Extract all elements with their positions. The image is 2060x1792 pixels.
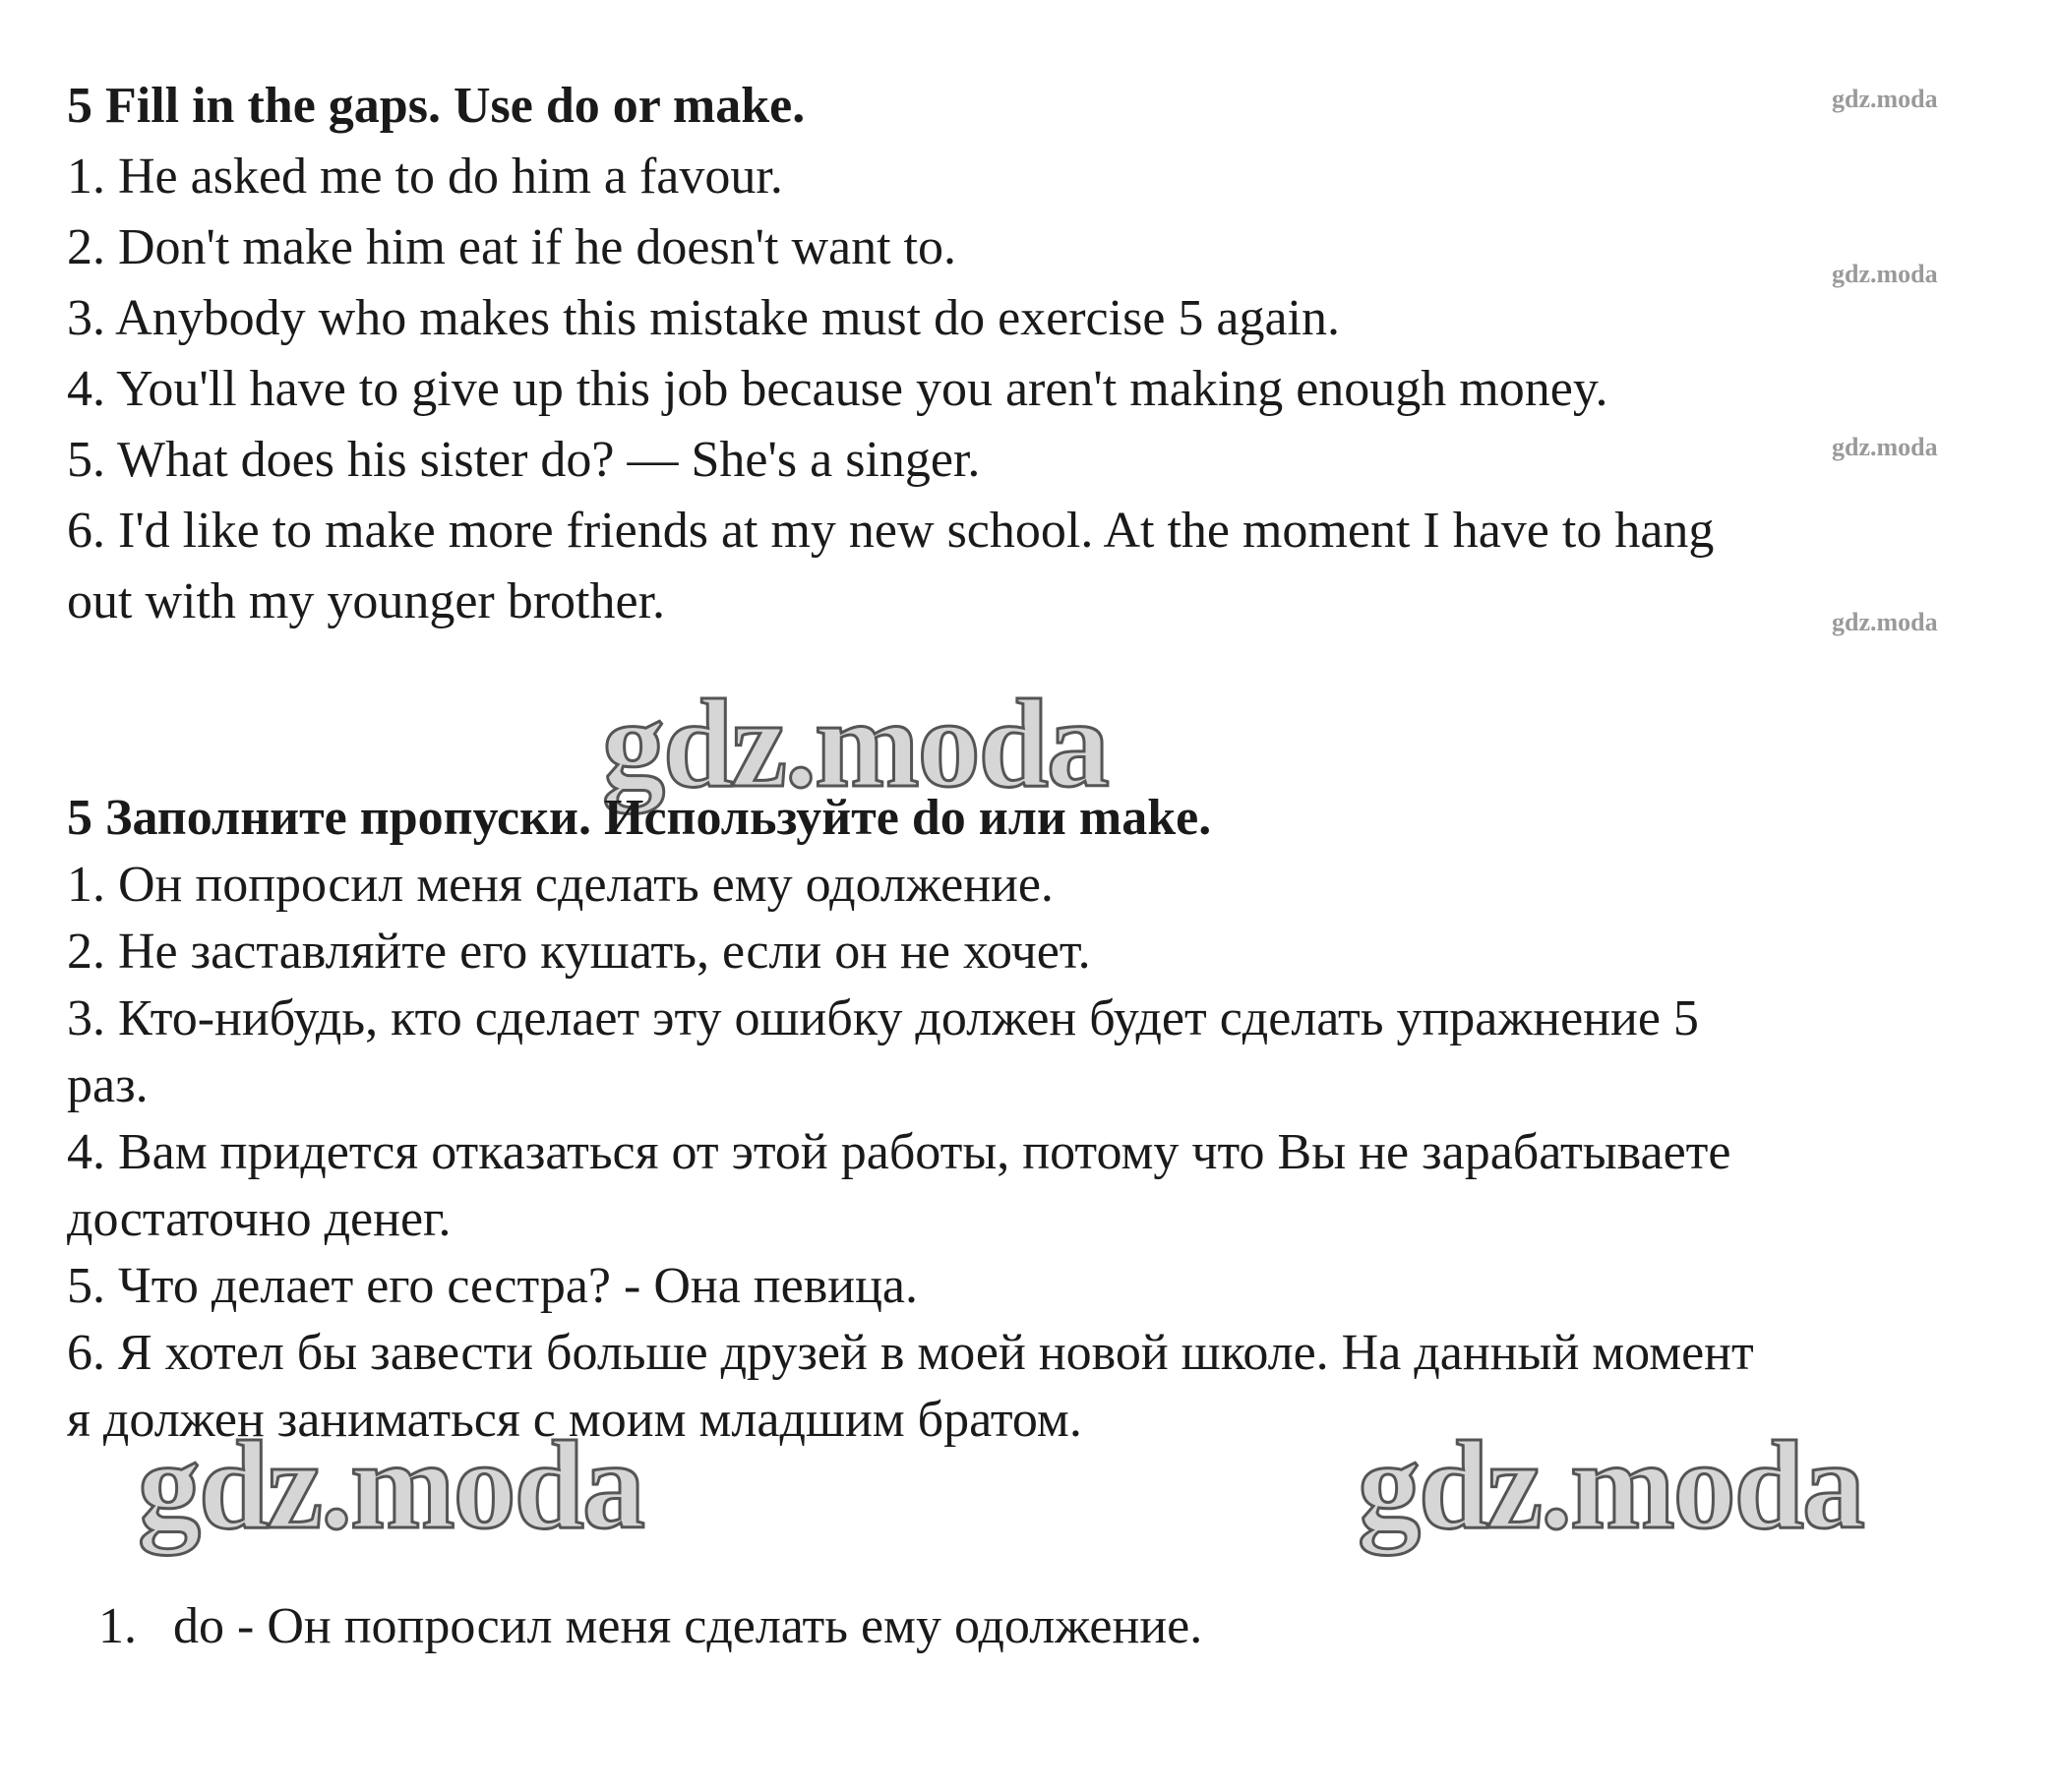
watermark-small-2: gdz.moda <box>1832 260 1938 288</box>
watermark-small-1: gdz.moda <box>1832 85 1938 113</box>
english-line-5: 5. What does his sister do? — She's a singer. <box>67 432 981 488</box>
russian-line-4: 4. Вам придется отказаться от этой работы, потому что Вы не зарабатываете <box>67 1124 1731 1180</box>
english-line-1: 1. He asked me to do him a favour. <box>67 149 783 205</box>
english-line-4: 4. You'll have to give up this job because you aren't making enough money. <box>67 361 1608 417</box>
watermark-big-1: gdz.moda <box>602 674 1108 813</box>
watermark-big-2: gdz.moda <box>138 1415 643 1555</box>
watermark-small-3: gdz.moda <box>1832 433 1938 461</box>
russian-line-1: 1. Он попросил меня сделать ему одолжение. <box>67 857 1054 913</box>
russian-line-3: 3. Кто-нибудь, кто сделает эту ошибку должен будет сделать упражнение 5 <box>67 990 1699 1046</box>
russian-line-6: 6. Я хотел бы завести больше друзей в моей новой школе. На данный момент <box>67 1325 1754 1381</box>
english-line-3: 3. Anybody who makes this mistake must do exercise 5 again. <box>67 290 1341 346</box>
english-line-6-continued: out with my younger brother. <box>67 573 666 629</box>
russian-line-2: 2. Не заставляйте его кушать, если он не хочет. <box>67 924 1091 980</box>
russian-line-3-continued: раз. <box>67 1057 149 1113</box>
russian-line-6-continued: я должен заниматься с моим младшим братом. <box>67 1392 1082 1448</box>
answer-number: 1. <box>98 1598 137 1654</box>
answer-item <box>98 1591 1202 1662</box>
russian-heading: 5 Заполните пропуски. Используйте do или make. <box>67 790 1212 846</box>
watermark-big-3: gdz.moda <box>1358 1415 1863 1555</box>
russian-line-5: 5. Что делает его сестра? - Она певица. <box>67 1258 918 1314</box>
english-line-2: 2. Don't make him eat if he doesn't want to. <box>67 219 956 275</box>
watermark-small-4: gdz.moda <box>1832 608 1938 636</box>
russian-line-4-continued: достаточно денег. <box>67 1191 452 1247</box>
english-line-6: 6. I'd like to make more friends at my new school. At the moment I have to hang <box>67 503 1715 559</box>
answer-text: do - Он попросил меня сделать ему одолжение. <box>173 1598 1203 1654</box>
english-heading: 5 Fill in the gaps. Use do or make. <box>67 78 806 134</box>
